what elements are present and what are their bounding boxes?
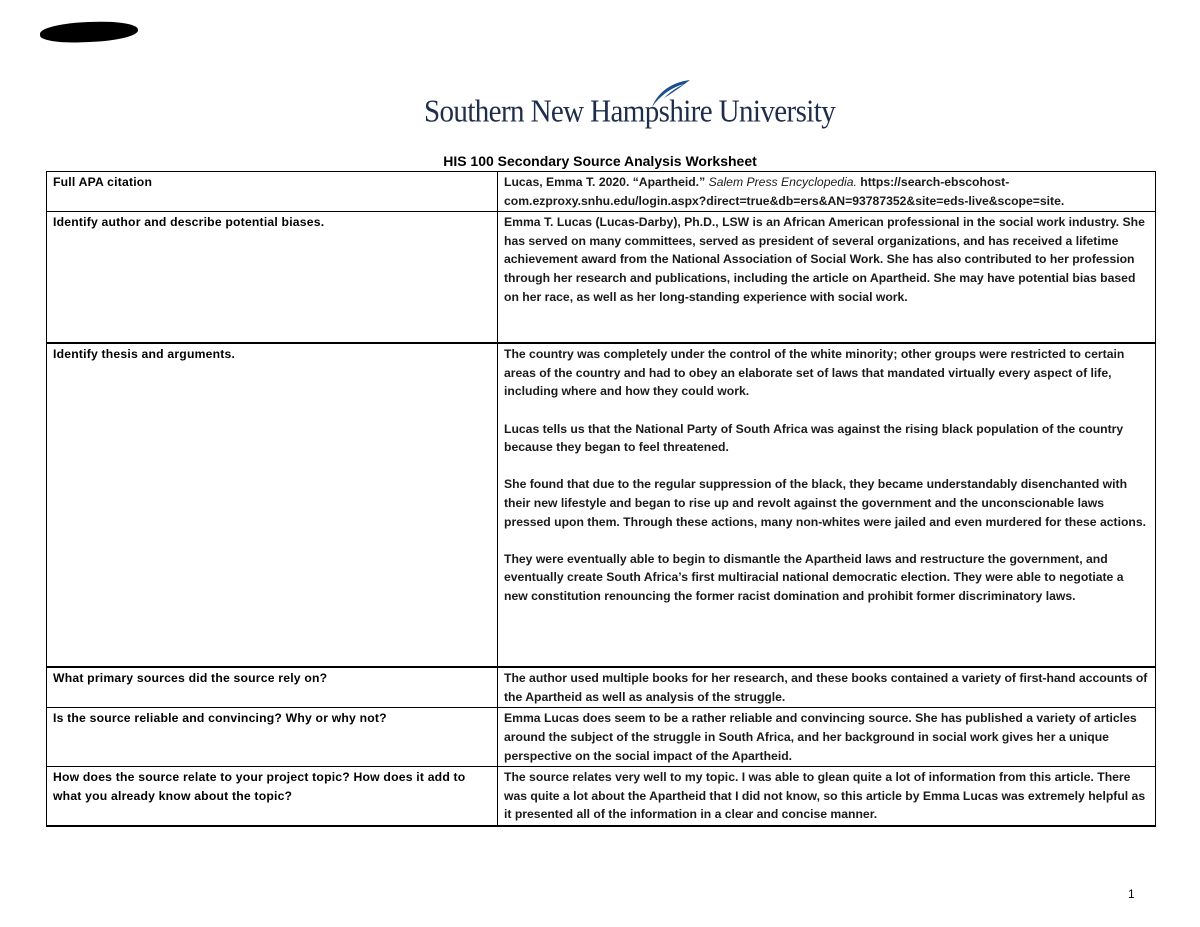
answer-paragraph: Emma Lucas does seem to be a rather reliable and convincing source. She has published a variety of articles around the subject of the struggle in South Africa, and her background in social work gives her a unique perspective on the social impact of the Apartheid. bbox=[504, 711, 1137, 763]
answer-paragraph: She found that due to the regular suppression of the black, they became understandably disenchanted with their new lifestyle and began to rise up and revolt against the government and the unconscionable laws pressed upon them. Through these actions, many non-whites were jailed and even murdered for these actions. bbox=[504, 477, 1147, 529]
question-author: Identify author and describe potential biases. bbox=[47, 212, 498, 344]
row-reliability bbox=[47, 708, 1156, 767]
answer-citation bbox=[498, 172, 1156, 212]
row-author bbox=[47, 212, 1156, 344]
answer-paragraph: Emma T. Lucas (Lucas-Darby), Ph.D., LSW is an African American professional in the social work industry. She has served on many committees, served as president of several organizations, and has received a lifetime achievement award from the National Association of Social Work. She has also contributed to her profession through her research and publications, including the article on Apartheid. She may have potential bias based on her race, as well as her long-standing experience with social work. bbox=[504, 215, 1145, 304]
answer-paragraph: The country was completely under the control of the white minority; other groups were restricted to certain areas of the country and had to obey an elaborate set of laws that mandated virtually every aspect of life, including where and how they could work. bbox=[504, 347, 1125, 399]
answer-paragraph: They were eventually able to begin to dismantle the Apartheid laws and restructure the government, and eventually create South Africa’s first multiracial national democratic election. They were able to negotiate a new constitution renouncing the former racist domination and prohibit former discriminatory laws. bbox=[504, 551, 1124, 603]
question-reliability: Is the source reliable and convincing? Why or why not? bbox=[47, 708, 498, 767]
redaction-mark bbox=[40, 20, 139, 43]
university-logo bbox=[424, 78, 836, 138]
question-primary-sources: What primary sources did the source rely on? bbox=[47, 667, 498, 708]
answer-author bbox=[498, 212, 1156, 344]
answer-relation bbox=[498, 767, 1156, 826]
citation-author: Lucas, Emma T. 2020. “Apartheid.” bbox=[504, 175, 709, 189]
answer-paragraph: The source relates very well to my topic. I was able to glean quite a lot of information from this article. There was quite a lot about the Apartheid that I did not know, so this article by Emma Lucas was extremely helpful as it presented all of the information in a clear and concise manner. bbox=[504, 770, 1146, 822]
question-citation: Full APA citation bbox=[47, 172, 498, 212]
logo-text: Southern New Hampshire University bbox=[424, 94, 836, 130]
worksheet-title: HIS 100 Secondary Source Analysis Worksheet bbox=[443, 153, 757, 169]
page-number: 1 bbox=[1128, 887, 1135, 901]
citation-url: https://search-ebscohost-com.ezproxy.snhu.edu/login.aspx?direct=true&db=ers&AN=93787352&site=eds-live&scope=site. bbox=[504, 175, 1065, 208]
row-citation bbox=[47, 172, 1156, 212]
row-thesis bbox=[47, 343, 1156, 667]
question-relation: How does the source relate to your project topic? How does it add to what you already know about the topic? bbox=[47, 767, 498, 826]
citation-journal: Salem Press Encyclopedia. bbox=[708, 175, 857, 189]
answer-paragraph: Lucas tells us that the National Party of South Africa was against the rising black population of the country because they began to feel threatened. bbox=[504, 421, 1124, 455]
answer-thesis bbox=[498, 343, 1156, 667]
row-primary-sources bbox=[47, 667, 1156, 708]
answer-primary-sources bbox=[498, 667, 1156, 708]
row-relation bbox=[47, 767, 1156, 826]
worksheet-table bbox=[46, 171, 1156, 827]
answer-paragraph: The author used multiple books for her research, and these books contained a variety of first-hand accounts of the Apartheid as well as analysis of the struggle. bbox=[504, 671, 1148, 704]
question-thesis: Identify thesis and arguments. bbox=[47, 343, 498, 667]
answer-reliability bbox=[498, 708, 1156, 767]
feather-icon bbox=[634, 78, 694, 108]
